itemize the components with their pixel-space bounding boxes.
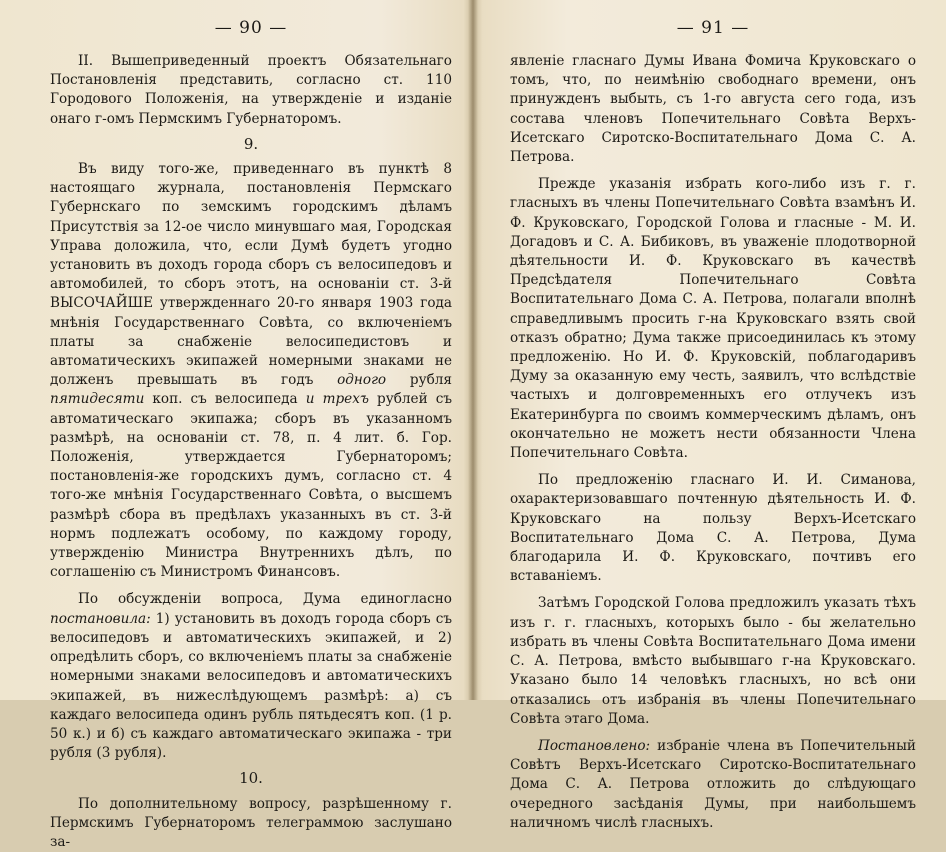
- text-run: избраніе члена въ Попечительный Совѣтъ Верхъ-Исетскаго Сиротско-Воспитательнаго Дома С. А. Петрова отложить до слѣдующаго очередного засѣданія Думы, при наибольшемъ наличномъ числѣ гласныхъ.: [510, 737, 916, 831]
- right-page: [476, 0, 946, 831]
- right-page-text: [510, 52, 916, 833]
- text-run: коп. съ велосипеда: [144, 391, 306, 408]
- left-page: [0, 0, 470, 850]
- text-run: 1) установить въ доходъ города сборъ съ велосипедовъ и автоматическихъ экипажей, и 2) опредѣлить сборъ, со включеніемъ платы за снабженіе номерными знаками велосипедовъ и автоматическихъ экипажей, въ нижеслѣдующемъ размѣрѣ: а) съ каждаго велосипеда одинъ рубль пятьдесятъ коп. (1 р. 50 к.) и б) съ каждаго автоматическаго экипажа - три рубля (3 рубля).: [50, 610, 452, 762]
- text-run-italic: и трехъ: [305, 391, 369, 408]
- paragraph-section-10: По дополнительному вопросу, разрѣшенному г. Пермскимъ Губернаторомъ телеграммою заслушано за-: [50, 795, 452, 850]
- text-run-italic: пятидесяти: [50, 391, 145, 408]
- text-run-italic: Постановлено:: [538, 737, 651, 754]
- paragraph-resolution-10: [510, 737, 916, 833]
- paragraph-continuation: явленіе гласнаго Думы Ивана Фомича Круковскаго о томъ, что, по неимѣнію свободнаго времени, онъ принужденъ выбыть, съ 1-го августа сего года, изъ состава членовъ Попечительнаго Совѣта Верхъ-Исетскаго Сиротско-Воспитательнаго Дома С. А. Петрова.: [510, 53, 916, 166]
- text-run: Въ виду того-же, приведеннаго въ пунктѣ 8 настоящаго журнала, постановленія Пермскаго Губернскаго по земскимъ городскимъ дѣламъ Присутствія за 12-ое число минувшаго мая, Городская Управа доложила, что, если Думѣ будетъ угодно установить въ доходъ города сборъ съ велосипедовъ и автомобилей, то сборъ этотъ, на основаніи ст. 3-й ВЫСОЧАЙШЕ утвержденнаго 20-го января 1903 года мнѣнія Государственнаго Совѣта, со включеніемъ платы за снабженіе велосипедистовъ и автоматическихъ экипажей номерными знаками не долженъ превышать въ годъ: [50, 161, 452, 389]
- paragraph-section-9: [50, 160, 452, 582]
- paragraph-section-8-ii: II. Вышеприведенный проектъ Обязательнаго Постановленія представить, согласно ст. 110 Городового Положенія, на утвержденіе и изданіе онаго г-омъ Пермскимъ Губернаторомъ.: [50, 53, 452, 127]
- text-run-italic: одного: [337, 372, 387, 389]
- section-heading-10: 10.: [239, 769, 263, 788]
- text-run-italic: постановила:: [50, 610, 151, 627]
- paragraph-gratitude: По предложенію гласнаго И. И. Симанова, охарактеризовавшаго почтенную дѣятельность И. Ф. Круковскаго на пользу Верхъ-Исетскаго Воспитательнаго Дома С. А. Петрова, Дума благодарила И. Ф. Круковскаго, почтивъ его вставаніемъ.: [510, 472, 916, 585]
- paragraph-candidates: Затѣмъ Городской Голова предложилъ указать тѣхъ изъ г. г. гласныхъ, которыхъ было - бы желательно избрать въ члены Совѣта Воспитательнаго Дома имени С. А. Петрова, вмѣсто выбывшаго г-на Круковскаго. Указано было 14 человѣкъ гласныхъ, но всѣ они отказались отъ избранія въ члены Попечительнаго Совѣта этаго Дома.: [510, 595, 916, 727]
- paragraph-proposal: Прежде указанія избрать кого-либо изъ г. г. гласныхъ въ члены Попечительнаго Совѣта взамѣнъ И. Ф. Круковскаго, Городской Голова и гласные - М. И. Догадовъ и С. А. Бибиковъ, въ уваженіе плодотворной дѣятельности И. Ф. Круковскаго въ качествѣ Предсѣдателя Попечительнаго Совѣта Воспитательнаго Дома С. А. Петрова, полагали вполнѣ справедливымъ просить г-на Круковскаго взять свой отказъ обратно; Дума также присоединилась къ этому предложенію. Но И. Ф. Круковскій, поблагодаривъ Думу за оказанную ему честь, заявилъ, что вслѣдствіе частыхъ и долговременныхъ его отлучекъ изъ Екатеринбурга по своимъ коммерческимъ дѣламъ, онъ окончательно не можетъ нести обязанности Члена Попечительнаго Совѣта.: [510, 176, 916, 462]
- section-heading-9: 9.: [243, 134, 259, 153]
- paragraph-resolution-9: [50, 590, 452, 763]
- text-run: рублей съ автоматическаго экипажа; сборъ въ указанномъ размѣрѣ, на основаніи ст. 78, п. 4 лит. б. Гор. Положенія, утверждается Губернаторомъ; постановленія-же городскихъ думъ, согласно ст. 4 того-же мнѣнія Государственнаго Совѣта, о высшемъ размѣрѣ сбора въ предѣлахъ указанныхъ въ ст. 3-й нормъ подлежатъ особому, по каждому городу, утвержденію Министра Внутреннихъ дѣлъ, по соглашенію съ Министромъ Финансовъ.: [50, 391, 452, 581]
- left-page-text: [50, 52, 452, 852]
- text-run: рубля: [386, 372, 452, 389]
- text-run: По обсужденіи вопроса, Дума единогласно: [78, 591, 452, 608]
- page-number-right: — 91 —: [676, 18, 750, 38]
- page-number-left: — 90 —: [214, 18, 288, 38]
